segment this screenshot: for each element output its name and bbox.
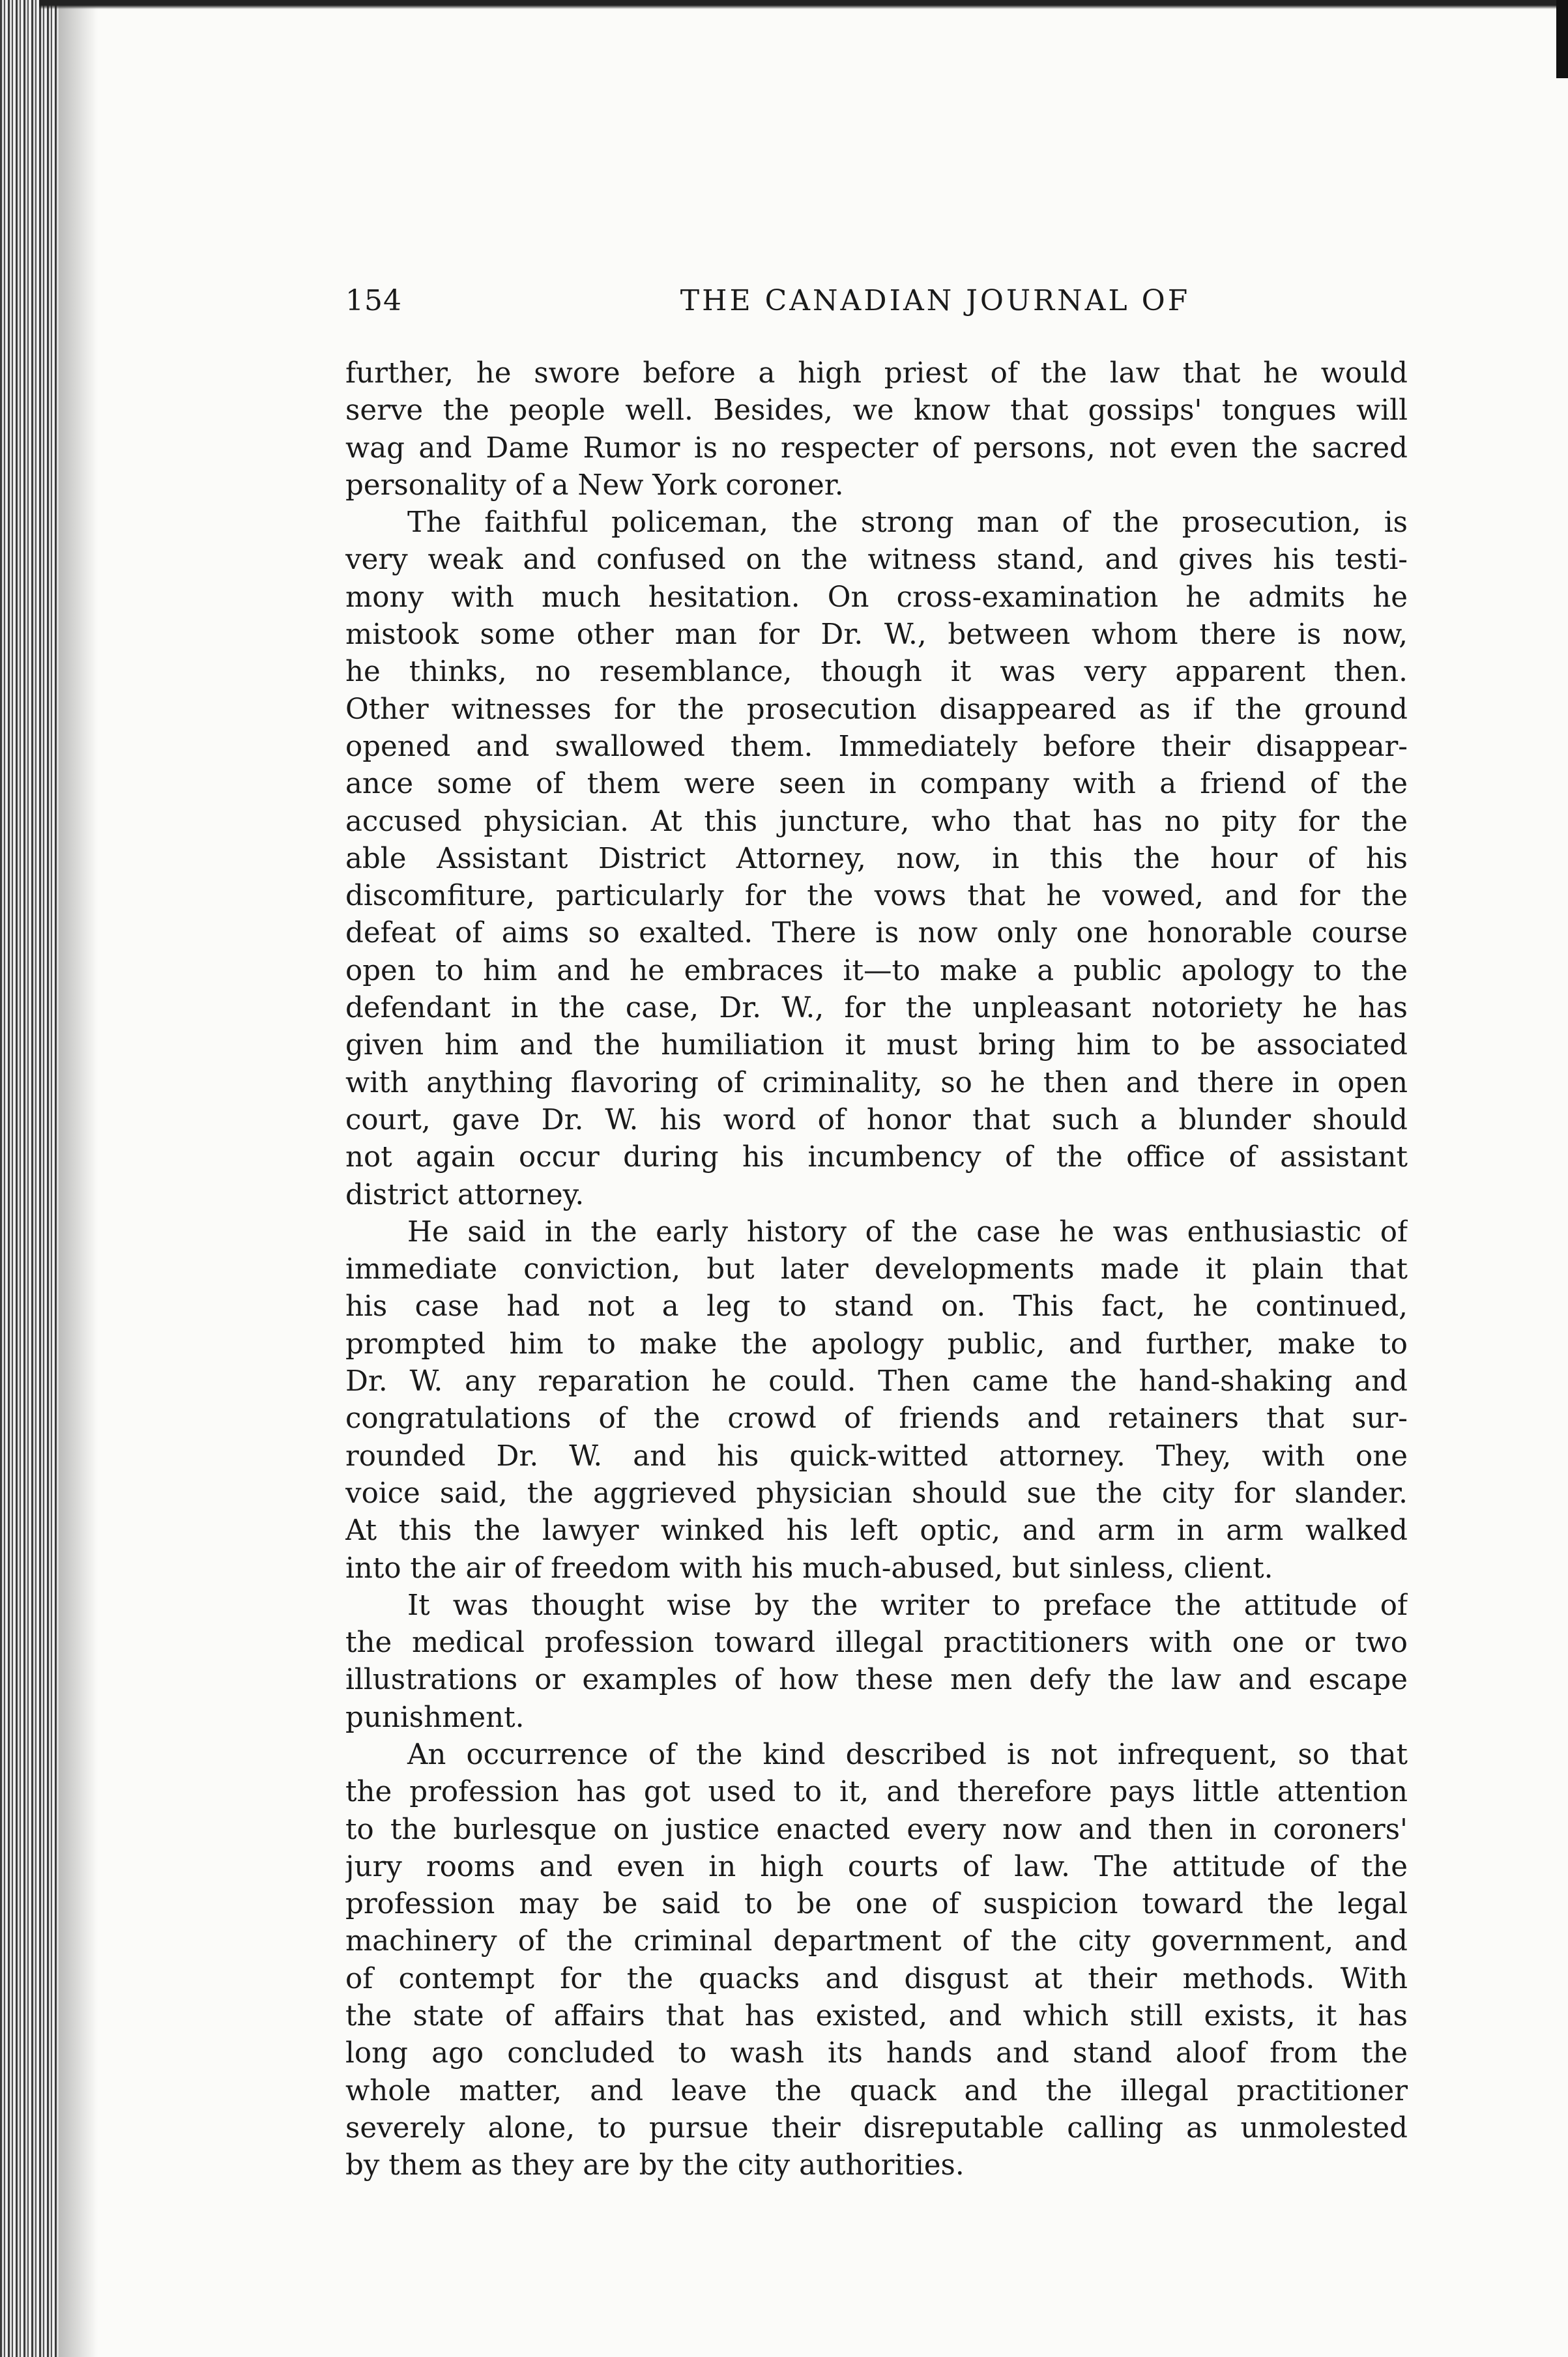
- paragraph: [345, 1737, 1408, 2185]
- text-line: given him and the humiliation it must bring him to be associated: [345, 1029, 1408, 1062]
- paragraph: [345, 1214, 1408, 1587]
- text-line: prompted him to make the apology public, and further, make to: [345, 1327, 1408, 1361]
- text-line: Dr. W. any reparation he could. Then came the hand-shaking and: [345, 1365, 1408, 1398]
- running-head: THE CANADIAN JOURNAL OF: [680, 284, 1191, 317]
- text-line: by them as they are by the city authorities.: [345, 2149, 965, 2182]
- text-line: immediate conviction, but later developments made it plain that: [345, 1253, 1408, 1286]
- gutter-shadow: [59, 0, 98, 2357]
- text-line: serve the people well. Besides, we know that gossips' tongues will: [345, 394, 1408, 427]
- text-line: ance some of them were seen in company with a friend of the: [345, 768, 1408, 801]
- right-scan-edge: [1556, 0, 1568, 78]
- text-line: he thinks, no resemblance, though it was very apparent then.: [345, 656, 1408, 689]
- text-line: The faithful policeman, the strong man of the prosecution, is: [407, 506, 1408, 540]
- text-line: whole matter, and leave the quack and the illegal practitioner: [345, 2074, 1408, 2107]
- text-line: the medical profession toward illegal practitioners with one or two: [345, 1627, 1408, 1660]
- text-line: to the burlesque on justice enacted every now and then in coroners': [345, 1813, 1408, 1846]
- text-line: It was thought wise by the writer to preface the attitude of: [407, 1589, 1408, 1622]
- paragraph: [345, 355, 1408, 504]
- text-line: profession may be said to be one of suspicion toward the legal: [345, 1888, 1408, 1921]
- text-line: further, he swore before a high priest of the law that he would: [345, 357, 1408, 390]
- paragraph: [345, 504, 1408, 1214]
- text-line: accused physician. At this juncture, who that has no pity for the: [345, 805, 1408, 838]
- text-line: jury rooms and even in high courts of law. The attitude of the: [345, 1850, 1408, 1883]
- text-line: the state of affairs that has existed, and which still exists, it has: [345, 2000, 1408, 2033]
- text-line: long ago concluded to wash its hands and stand aloof from the: [345, 2037, 1408, 2070]
- text-line: district attorney.: [345, 1178, 585, 1211]
- page-number: 154: [345, 284, 402, 317]
- text-line: court, gave Dr. W. his word of honor that such a blunder should: [345, 1103, 1408, 1136]
- text-line: machinery of the criminal department of the city government, and: [345, 1925, 1408, 1958]
- text-line: with anything flavoring of criminality, so he then and there in open: [345, 1066, 1408, 1099]
- article-body: [345, 355, 1408, 2185]
- text-line: voice said, the aggrieved physician should sue the city for slander.: [345, 1477, 1408, 1510]
- text-line: wag and Dame Rumor is no respecter of persons, not even the sacred: [345, 431, 1408, 465]
- top-scan-edge: [39, 0, 1568, 9]
- text-line: discomfiture, particularly for the vows that he vowed, and for the: [345, 880, 1408, 913]
- page-header: [345, 282, 1492, 321]
- text-line: personality of a New York coroner.: [345, 469, 844, 502]
- text-line: able Assistant District Attorney, now, in this the hour of his: [345, 842, 1408, 875]
- text-line: the profession has got used to it, and therefore pays little attention: [345, 1776, 1408, 1809]
- text-line: punishment.: [345, 1701, 525, 1734]
- text-line: defeat of aims so exalted. There is now only one honorable course: [345, 917, 1408, 950]
- text-line: open to him and he embraces it—to make a public apology to the: [345, 954, 1408, 987]
- binding-gutter: [0, 0, 59, 2357]
- text-line: mony with much hesitation. On cross-examination he admits he: [345, 581, 1408, 614]
- text-line: not again occur during his incumbency of the office of assistant: [345, 1141, 1408, 1174]
- text-line: his case had not a leg to stand on. This fact, he continued,: [345, 1290, 1408, 1323]
- text-line: mistook some other man for Dr. W., between whom there is now,: [345, 618, 1408, 652]
- text-line: severely alone, to pursue their disreputable calling as unmolested: [345, 2111, 1408, 2145]
- paragraph: [345, 1587, 1408, 1737]
- text-line: congratulations of the crowd of friends and retainers that sur-: [345, 1402, 1408, 1436]
- text-line: into the air of freedom with his much-abused, but sinless, client.: [345, 1552, 1273, 1585]
- text-line: rounded Dr. W. and his quick-witted attorney. They, with one: [345, 1439, 1408, 1473]
- text-line: illustrations or examples of how these men defy the law and escape: [345, 1664, 1408, 1697]
- text-line: An occurrence of the kind described is not infrequent, so that: [407, 1738, 1408, 1771]
- text-line: opened and swallowed them. Immediately before their disappear-: [345, 730, 1408, 763]
- text-line: Other witnesses for the prosecution disappeared as if the ground: [345, 693, 1408, 726]
- text-line: very weak and confused on the witness stand, and gives his testi-: [345, 543, 1408, 577]
- text-line: He said in the early history of the case he was enthusiastic of: [407, 1215, 1408, 1249]
- text-line: of contempt for the quacks and disgust at their methods. With: [345, 1962, 1408, 1995]
- text-line: defendant in the case, Dr. W., for the unpleasant notoriety he has: [345, 992, 1408, 1025]
- text-line: At this the lawyer winked his left optic, and arm in arm walked: [345, 1514, 1408, 1548]
